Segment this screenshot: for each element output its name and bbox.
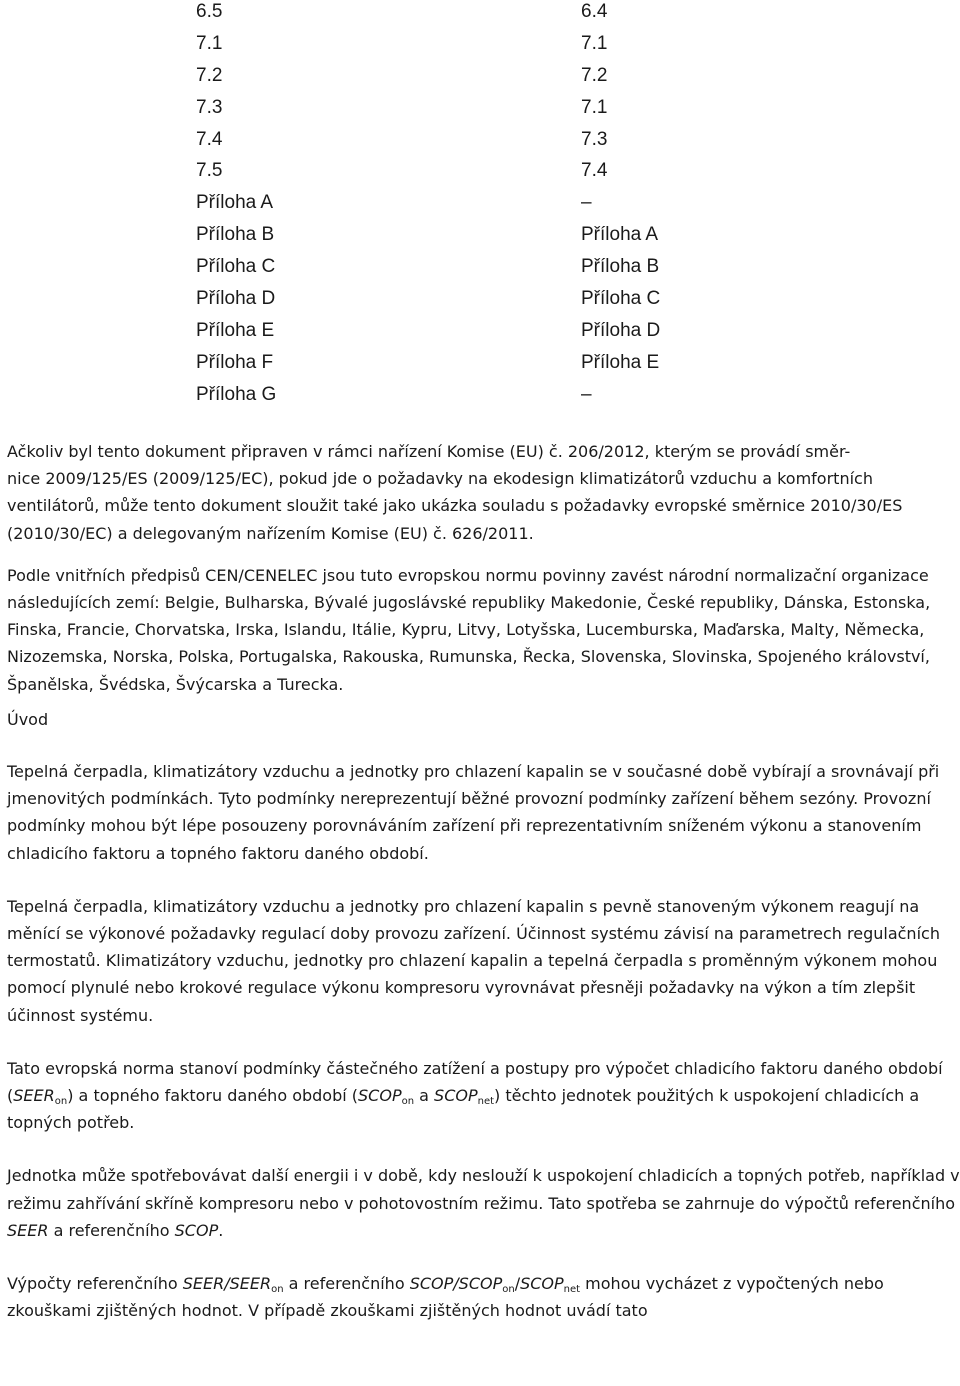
document-body bbox=[7, 438, 960, 1324]
comparison-row bbox=[196, 347, 796, 379]
comparison-row bbox=[196, 92, 796, 124]
clause-previous: 7.4 bbox=[581, 160, 608, 182]
annex-comparison-list bbox=[196, 0, 796, 411]
clause-current: Příloha G bbox=[196, 383, 277, 405]
comparison-row bbox=[196, 155, 796, 187]
clause-current: 7.3 bbox=[196, 96, 223, 118]
intro-line-1: Ačkoliv byl tento dokument připraven v rámci nařízení Komise (EU) č. 206/2012, kterým se provádí směr- bbox=[7, 442, 851, 461]
clause-current: Příloha B bbox=[196, 224, 275, 246]
scop-term: SCOP bbox=[520, 1274, 564, 1294]
clause-current: Příloha A bbox=[196, 192, 274, 214]
scop-term: SCOP bbox=[434, 1086, 478, 1106]
seer-term: SEER bbox=[7, 1220, 49, 1240]
clause-previous: Příloha E bbox=[581, 351, 660, 373]
clause-previous: Příloha D bbox=[581, 319, 661, 341]
scop-term: SCOP bbox=[358, 1086, 402, 1106]
comparison-row bbox=[196, 60, 796, 92]
scop-term: SCOP bbox=[174, 1220, 219, 1240]
scop-term: SCOP/SCOP bbox=[409, 1274, 503, 1294]
comparison-row bbox=[196, 283, 796, 315]
clause-current: Příloha D bbox=[196, 288, 276, 310]
intro-paragraph bbox=[7, 438, 960, 547]
clause-previous: 7.1 bbox=[581, 32, 608, 54]
section-heading-uvod: Úvod bbox=[7, 709, 49, 729]
clause-previous: Příloha A bbox=[581, 224, 659, 246]
paragraph-2: Tepelná čerpadla, klimatizátory vzduchu a jednotky pro chlazení kapalin s pevně stanoveným výkonem reagují na měnící se výkonové požadavky regulací doby provozu zařízení. Účinnost systému závisí na parametrech regulačních termostatů. Klimatizátory vzduchu, jednotky pro chlazení kapalin a tepelná čerpadla s proměnným výkonem mohou pomocí plynulé nebo krokové regulace výkonu kompresoru vyrovnávat přesněji požadavky na výkon a tím zlepšit účinnost systému. bbox=[7, 896, 940, 1025]
seer-term: SEER bbox=[13, 1086, 55, 1106]
paragraph-1: Tepelná čerpadla, klimatizátory vzduchu a jednotky pro chlazení kapalin se v současné době vybírají a srovnávají při jmenovitých podmínkách. Tyto podmínky nereprezentují běžné provozní podmínky zařízení během sezóny. Provozní podmínky mohou být lépe posouzeny porovnáváním zařízení při reprezentativním sníženém výkonu a stanovením chladicího faktoru a topného faktoru daného období. bbox=[7, 762, 940, 863]
paragraph-4: Jednotka může spotřebovávat další energii i v době, kdy neslouží k uspokojení chladicích a topných potřeb, například v režimu zahřívání skříně kompresoru nebo v pohotovostním režimu. Tato spotřeba se zahrnuje do výpočtů referenčního SEER a referenčního SCOP. bbox=[7, 1166, 960, 1240]
seer-term: SEER/SEER bbox=[182, 1274, 272, 1294]
clause-current: 7.2 bbox=[196, 64, 223, 86]
clause-previous: Příloha B bbox=[581, 256, 660, 278]
intro-rest: nice 2009/125/ES (2009/125/EC), pokud jde o požadavky na ekodesign klimatizátorů vzduchu a komfortních ventilátorů, může tento dokument sloužit také jako ukázka souladu s požadavky evropské směrnice 2010/30/ES (2010/30/EC) a delegovaným nařízením Komise (EU) č. 626/2011. bbox=[7, 469, 903, 543]
comparison-row bbox=[196, 251, 796, 283]
clause-previous: 6.4 bbox=[581, 1, 608, 22]
comparison-row bbox=[196, 187, 796, 219]
clause-current: Příloha C bbox=[196, 256, 276, 278]
comparison-row bbox=[196, 28, 796, 60]
paragraph-5: Výpočty referenčního SEER/$SEER_{on}$ a referenčního SCOP/$SCOP_{on}/SCOP_{net}$ mohou vycházet z vypočtených nebo zkouškami zjištěných hodnot. V případě zkouškami zjištěných hodnot uvádí tato bbox=[7, 1274, 884, 1321]
clause-previous: 7.2 bbox=[581, 64, 608, 86]
clause-previous: – bbox=[581, 383, 592, 405]
comparison-row bbox=[196, 379, 796, 411]
comparison-row bbox=[196, 219, 796, 251]
clause-current: 6.5 bbox=[196, 1, 223, 22]
comparison-row bbox=[196, 124, 796, 156]
clause-previous: 7.3 bbox=[581, 128, 608, 150]
clause-current: Příloha F bbox=[196, 351, 274, 373]
comparison-row bbox=[196, 0, 796, 28]
clause-current: 7.5 bbox=[196, 160, 223, 182]
comparison-row bbox=[196, 315, 796, 347]
paragraph-3: Tato evropská norma stanoví podmínky částečného zatížení a postupy pro výpočet chladicího faktoru daného období $(SEER_{on})$ a topného faktoru daného období ($SCOP_{on}$ a $SCOP_{net}$) těchto jednotek použitých k uspokojení chladicích a topných potřeb. bbox=[7, 1058, 943, 1133]
clause-current: 7.4 bbox=[196, 128, 223, 150]
clause-current: Příloha E bbox=[196, 319, 275, 341]
cen-cenelec-paragraph: Podle vnitřních předpisů CEN/CENELEC jsou tuto evropskou normu povinny zavést národní normalizační organizace následujících zemí: Belgie, Bulharska, Bývalé jugoslávské republiky Makedonie, České republiky, Dánska, Estonska, Finska, Francie, Chorvatska, Irska, Islandu, Itálie, Kypru, Litvy, Lotyšska, Lucemburska, Maďarska, Malty, Německa, Nizozemska, Norska, Polska, Portugalska, Rakouska, Rumunska, Řecka, Slovenska, Slovinska, Spojeného království, Španělska, Švédska, Švýcarska a Turecka. bbox=[7, 565, 931, 694]
clause-previous: – bbox=[581, 192, 592, 214]
clause-previous: 7.1 bbox=[581, 96, 608, 118]
clause-previous: Příloha C bbox=[581, 288, 661, 310]
clause-current: 7.1 bbox=[196, 32, 223, 54]
